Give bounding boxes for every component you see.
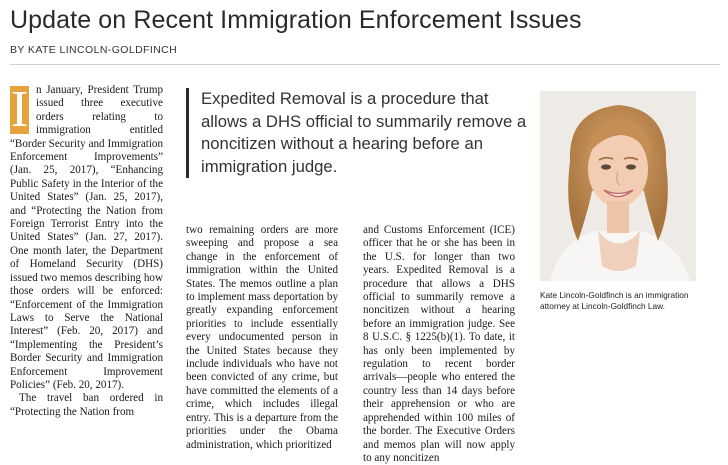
author-portrait-illustration xyxy=(540,91,696,281)
article-title: Update on Recent Immigration Enforcement Issues xyxy=(10,6,582,34)
column-1-paragraph-1: n January, President Trump issued three executive orders relating to immigration entitled “Border Security and Immigration Enforcement Improvements” (Jan. 25, 2017), “Enhancing Public Safety in the Interior of the United States” (Jan. 25, 2017), and “Protecting the Nation from Foreign Terrorist Entry into the United States” (Jan. 27, 2017). One month later, the Department of Homeland Security (DHS) issued two memos describing how those orders will be enforced: “Enforcement of the Immigration Laws to Serve the National Interest” (Feb. 20, 2017) and “Implementing the President’s Border Security and Immigration Enforcement Improvement Policies” (Feb. 20, 2017). xyxy=(10,84,163,391)
pull-quote: Expedited Removal is a procedure that allows a DHS official to summarily remove a noncitizen without a hearing before an immigration judge. xyxy=(186,88,533,178)
author-photo xyxy=(540,91,696,281)
byline: BY KATE LINCOLN-GOLDFINCH xyxy=(10,44,178,56)
column-1 xyxy=(10,81,163,419)
photo-caption: Kate Lincoln-Goldfinch is an immigration attorney at Lincoln-Goldfinch Law. xyxy=(540,290,689,311)
drop-cap: I xyxy=(10,81,29,138)
column-3 xyxy=(363,224,515,465)
column-3-paragraph-1: and Customs Enforcement (ICE) officer that he or she has been in the U.S. for longer than two years. Expedited Removal is a procedure that allows a DHS official to summarily remove a noncitizen without a hearing before an immigration judge. See 8 U.S.C. § 1225(b)(1). To date, it has only been implemented by regulation to recent border arrivals—people who entered the country less than 14 days before their apprehension or who are apprehended within 100 miles of the border. The Executive Orders and memos plan will now apply to any noncitizen xyxy=(363,224,515,464)
column-2 xyxy=(186,224,338,452)
column-1-paragraph-2: The travel ban ordered in “Protecting the Nation from xyxy=(10,392,163,418)
column-2-paragraph-1: two remaining orders are more sweeping and propose a sea change in the enforcement of immigration within the United States. The memos outline a plan to implement mass deportation by greatly expanding enforcement priorities to include essentially every undocumented person in the United States because they include individuals who have not been convicted of any crime, but have committed the elements of a crime, which includes illegal entry. This is a departure from the priorities under the Obama administration, which prioritized xyxy=(186,224,338,451)
title-divider xyxy=(10,64,720,65)
